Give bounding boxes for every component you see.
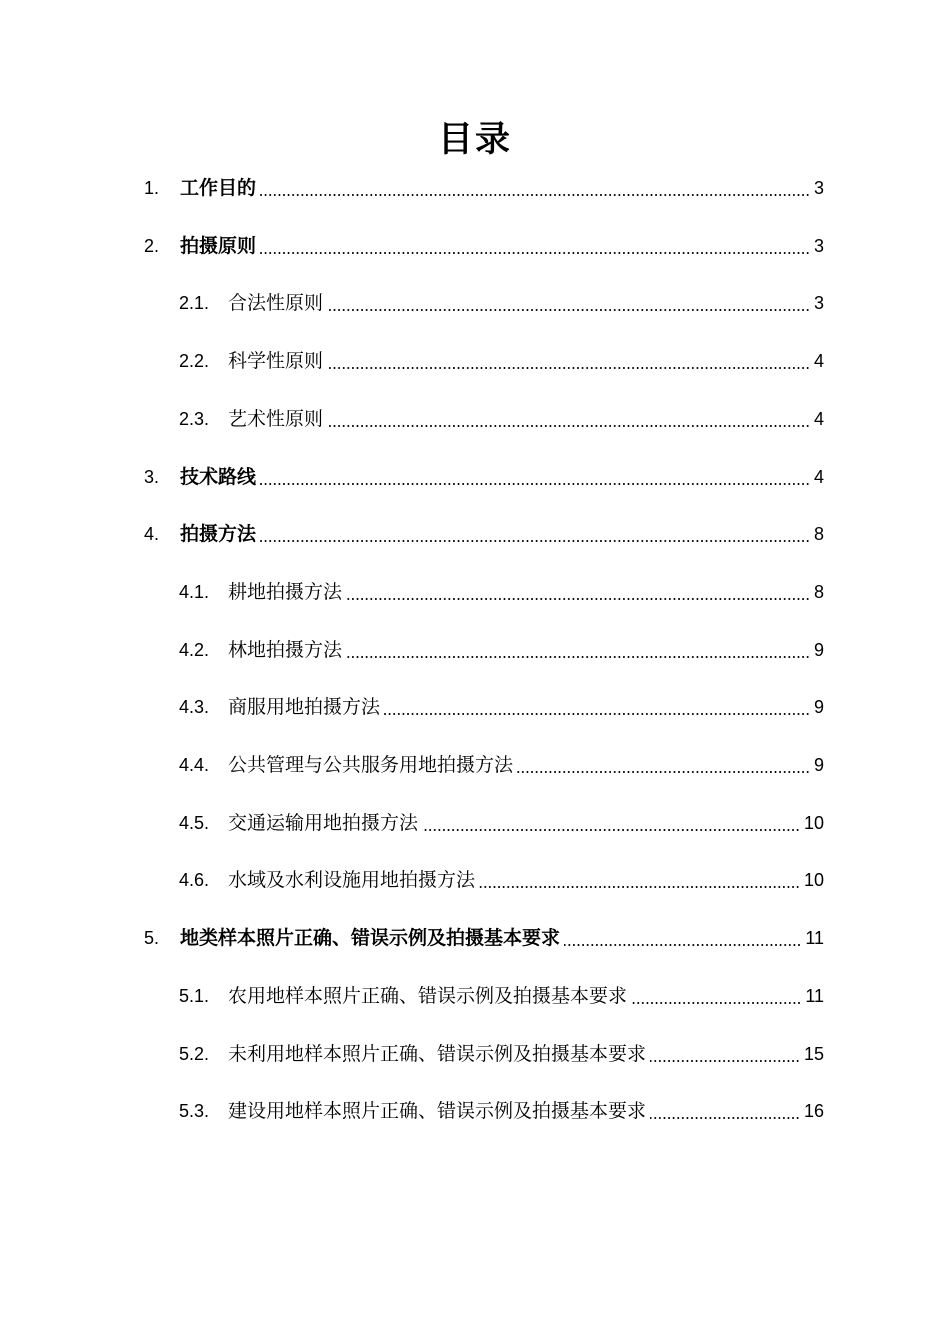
toc-entry-number: 4. xyxy=(144,524,160,545)
toc-entry[interactable] xyxy=(0,922,950,954)
toc-entry-page-number[interactable]: 4 xyxy=(813,408,824,429)
toc-entry-number: 2.2. xyxy=(179,351,210,372)
toc-entry-label[interactable]: 农用地样本照片正确、错误示例及拍摄基本要求 xyxy=(228,984,628,1007)
toc-dot-leader xyxy=(260,483,810,485)
toc-entry-number: 4.2. xyxy=(179,639,210,660)
toc-entry[interactable] xyxy=(0,807,950,839)
toc-entry-number: 5. xyxy=(144,928,160,949)
toc-entry-page-number[interactable]: 3 xyxy=(813,293,824,314)
toc-entry-page-number[interactable]: 4 xyxy=(813,351,824,372)
toc-entry[interactable] xyxy=(0,749,950,781)
toc-entry-label[interactable]: 林地拍摄方法 xyxy=(228,638,343,661)
toc-entry-label[interactable]: 地类样本照片正确、错误示例及拍摄基本要求 xyxy=(180,927,561,950)
toc-entry-page-number[interactable]: 3 xyxy=(813,178,824,198)
toc-dot-leader xyxy=(346,656,810,658)
toc-entry-label[interactable]: 合法性原则 xyxy=(228,292,324,315)
toc-entry-number: 4.3. xyxy=(179,697,210,718)
toc-entry[interactable] xyxy=(0,576,950,608)
toc-entry-label[interactable]: 公共管理与公共服务用地拍摄方法 xyxy=(228,754,514,776)
toc-entry-page-number[interactable]: 11 xyxy=(805,928,824,949)
toc-entry-label[interactable]: 科学性原则 xyxy=(228,350,324,373)
toc-entry[interactable] xyxy=(0,403,950,435)
toc-entry-number: 1. xyxy=(144,178,160,198)
toc-dot-leader xyxy=(564,944,801,946)
toc-dot-leader xyxy=(479,886,800,888)
toc-entry-label[interactable]: 工作目的 xyxy=(180,177,257,199)
toc-entry-label[interactable]: 水域及水利设施用地拍摄方法 xyxy=(228,869,476,892)
toc-entry[interactable] xyxy=(0,461,950,493)
toc-entry[interactable] xyxy=(0,1095,950,1127)
toc-entry-number: 5.3. xyxy=(179,1101,210,1122)
toc-entry-number: 2.3. xyxy=(179,408,210,429)
toc-entry-label[interactable]: 未利用地样本照片正确、错误示例及拍摄基本要求 xyxy=(228,1042,647,1065)
toc-entry-label[interactable]: 拍摄原则 xyxy=(180,234,257,257)
toc-entry-number: 4.4. xyxy=(179,755,210,775)
toc-entry-page-number[interactable]: 9 xyxy=(813,755,824,775)
toc-entry[interactable] xyxy=(0,230,950,262)
toc-dot-leader xyxy=(631,1002,801,1004)
toc-entry-number: 4.5. xyxy=(179,812,210,833)
toc-title: 目录 xyxy=(437,120,512,160)
toc-entry-label[interactable]: 耕地拍摄方法 xyxy=(228,580,343,603)
toc-entry-page-number[interactable]: 9 xyxy=(813,697,824,718)
toc-entry-page-number[interactable]: 10 xyxy=(803,812,824,833)
toc-entry[interactable] xyxy=(0,287,950,319)
toc-entry-number: 3. xyxy=(144,466,160,487)
toc-entry-label[interactable]: 拍摄方法 xyxy=(180,523,257,546)
toc-entry-page-number[interactable]: 4 xyxy=(813,466,824,487)
toc-entry[interactable] xyxy=(0,345,950,377)
toc-dot-leader xyxy=(327,367,810,369)
toc-entry[interactable] xyxy=(0,980,950,1012)
toc-entry[interactable] xyxy=(0,518,950,550)
toc-entry-page-number[interactable]: 3 xyxy=(813,235,824,256)
toc-entry-number: 4.1. xyxy=(179,581,210,602)
toc-entry-number: 4.6. xyxy=(179,870,210,891)
toc-entry[interactable] xyxy=(0,864,950,896)
toc-entry-label[interactable]: 交通运输用地拍摄方法 xyxy=(228,811,419,834)
toc-dot-leader xyxy=(346,598,810,600)
toc-dot-leader xyxy=(260,194,810,196)
toc-dot-leader xyxy=(260,540,810,542)
toc-entry-label[interactable]: 商服用地拍摄方法 xyxy=(228,696,381,719)
toc-entry-number: 5.1. xyxy=(179,985,210,1006)
toc-dot-leader xyxy=(384,713,810,715)
toc-dot-leader xyxy=(422,829,800,831)
toc-dot-leader xyxy=(260,252,810,254)
toc-entry-page-number[interactable]: 16 xyxy=(803,1101,824,1122)
toc-entry[interactable] xyxy=(0,172,950,204)
toc-dot-leader xyxy=(517,771,810,773)
toc-entry[interactable] xyxy=(0,1038,950,1070)
toc-entry-page-number[interactable]: 15 xyxy=(803,1043,824,1064)
toc-entry-page-number[interactable]: 8 xyxy=(813,524,824,545)
toc-entry-page-number[interactable]: 10 xyxy=(803,870,824,891)
toc-entry-number: 2.1. xyxy=(179,293,210,314)
toc-entry-label[interactable]: 建设用地样本照片正确、错误示例及拍摄基本要求 xyxy=(228,1100,647,1123)
toc-entry-number: 5.2. xyxy=(179,1043,210,1064)
toc-entry[interactable] xyxy=(0,691,950,723)
toc-dot-leader xyxy=(650,1060,800,1062)
toc-entry-label[interactable]: 艺术性原则 xyxy=(228,407,324,430)
toc-dot-leader xyxy=(650,1117,800,1119)
toc-dot-leader xyxy=(327,309,810,311)
toc-entry-page-number[interactable]: 8 xyxy=(813,581,824,602)
toc-entry-label[interactable]: 技术路线 xyxy=(180,465,257,488)
toc-dot-leader xyxy=(327,425,810,427)
toc-entry-page-number[interactable]: 9 xyxy=(813,639,824,660)
toc-entry[interactable] xyxy=(0,634,950,666)
toc-entry-page-number[interactable]: 11 xyxy=(805,985,824,1006)
toc-entry-number: 2. xyxy=(144,235,160,256)
